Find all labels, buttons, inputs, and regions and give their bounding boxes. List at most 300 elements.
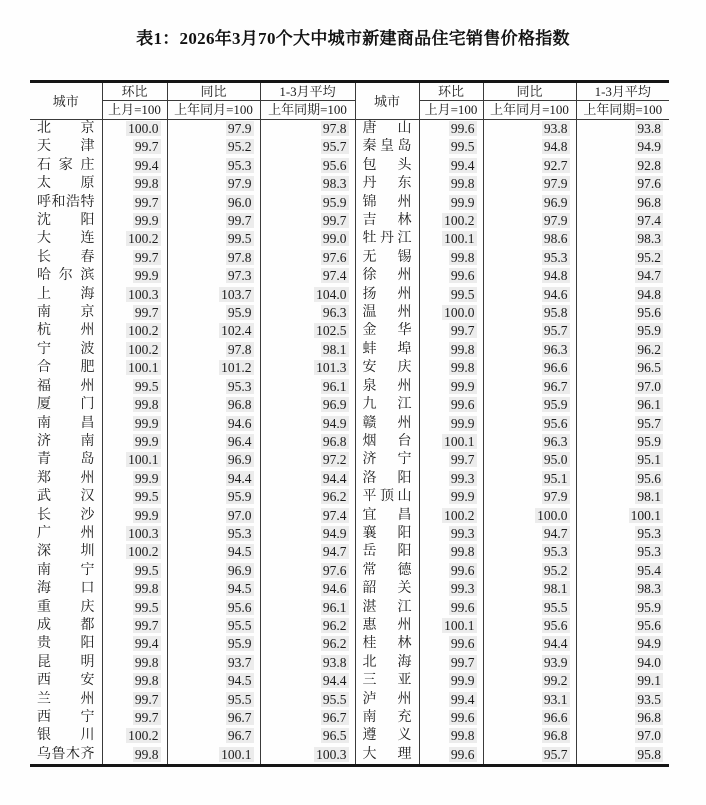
index-value: 96.9 [322,397,347,413]
index-value: 95.3 [543,544,568,560]
col-header-yoy-right: 同比 [483,82,576,101]
table-row [30,488,669,506]
header-row-main [30,82,669,101]
city-cell: 湛江 [355,599,419,617]
city-cell: 济宁 [355,451,419,469]
city-cell: 蚌埠 [355,341,419,359]
index-value: 96.9 [227,562,252,578]
index-value: 99.7 [134,194,159,210]
index-value-cell [483,341,576,359]
table-row [30,709,669,727]
index-value: 94.9 [637,636,661,652]
city-cell: 徐州 [355,267,419,285]
index-value: 94.5 [227,581,252,597]
index-value: 94.9 [322,525,347,541]
table-row [30,672,669,690]
city-cell: 丹东 [355,175,419,193]
index-value: 96.3 [543,341,568,357]
city-cell: 兰州 [37,691,95,707]
index-value: 99.8 [450,728,475,744]
index-value: 95.8 [637,746,661,762]
index-value-cell [260,691,355,709]
index-value-cell [483,322,576,340]
index-value: 96.6 [543,360,568,376]
index-value-cell [576,194,669,212]
index-value: 99.5 [134,562,159,578]
index-value-cell [576,230,669,248]
index-value-cell [260,507,355,525]
index-value: 96.7 [322,710,347,725]
index-value-cell [167,543,260,561]
index-value-cell [260,267,355,285]
index-value: 95.2 [543,562,568,578]
index-value-cell [260,672,355,690]
city-cell: 南昌 [37,415,95,431]
index-value: 95.9 [637,323,661,339]
index-value-cell [167,378,260,396]
table-row [30,562,669,580]
table-row [30,212,669,230]
index-value: 95.7 [637,415,661,431]
index-value: 97.9 [227,176,252,192]
city-cell: 桂林 [355,635,419,653]
index-value: 99.5 [450,139,475,155]
index-value-cell [419,599,483,617]
index-value-cell [102,654,167,672]
table-row [30,580,669,598]
col-header-city-right: 城市 [355,82,419,120]
index-value-cell [102,599,167,617]
index-value-cell [260,249,355,267]
index-value: 97.6 [637,176,661,192]
index-value-cell [483,175,576,193]
index-value-cell [419,470,483,488]
index-value-cell [102,341,167,359]
index-value: 99.5 [227,231,252,247]
index-value-cell [167,709,260,727]
table-row [30,635,669,653]
index-value: 99.9 [450,489,475,505]
index-value: 95.6 [637,305,661,321]
index-value-cell [483,709,576,727]
city-cell: 郑州 [37,470,95,486]
index-value-cell [576,709,669,727]
index-value-cell [167,415,260,433]
index-value-cell [260,359,355,377]
index-value: 98.3 [637,231,661,247]
index-value: 99.7 [134,691,159,707]
table-row [30,525,669,543]
index-value: 94.5 [227,673,252,689]
index-value: 99.7 [450,323,475,339]
index-value-cell [483,635,576,653]
city-cell: 杭州 [37,323,95,339]
index-value-cell [419,194,483,212]
col-subheader-mom-right: 上月=100 [419,101,483,120]
index-value-cell [102,322,167,340]
index-value-cell [167,433,260,451]
city-cell: 广州 [37,525,95,541]
index-value: 99.8 [134,746,159,762]
index-value: 99.6 [450,562,475,578]
index-value-cell [102,138,167,156]
index-value-cell [102,267,167,285]
city-cell: 上海 [37,286,95,302]
index-value: 95.8 [543,305,568,321]
index-value: 96.2 [322,617,347,633]
index-value: 96.7 [227,710,252,725]
index-value: 96.5 [322,728,347,744]
index-value: 95.1 [637,452,661,468]
index-value: 102.4 [221,323,252,339]
city-cell: 南充 [355,709,419,727]
index-value-cell [102,378,167,396]
index-value-cell [260,525,355,543]
index-value-cell [260,654,355,672]
index-value-cell [102,672,167,690]
index-value: 95.5 [227,617,252,633]
index-value-cell [260,562,355,580]
index-value-cell [167,580,260,598]
index-value: 95.6 [543,415,568,431]
index-value: 96.3 [322,305,347,321]
table-row [30,396,669,414]
index-value: 94.9 [637,139,661,155]
index-value: 99.9 [450,378,475,394]
index-value: 99.6 [450,599,475,615]
index-value: 99.6 [450,397,475,413]
index-value-cell [167,654,260,672]
table-row [30,322,669,340]
index-value-cell [483,249,576,267]
index-value-cell [260,212,355,230]
index-value-cell [483,543,576,561]
index-value: 97.6 [322,562,347,578]
city-cell: 乌鲁木齐 [37,746,95,762]
index-value-cell [419,617,483,635]
index-value-cell [102,691,167,709]
table-row [30,451,669,469]
index-value: 95.3 [227,157,252,173]
index-value-cell [260,451,355,469]
index-value: 97.3 [227,268,252,284]
index-value-cell [576,267,669,285]
index-value-cell [483,525,576,543]
index-value-cell [102,286,167,304]
index-value-cell [260,157,355,175]
index-value: 99.5 [134,599,159,615]
index-value: 99.0 [322,231,347,247]
col-subheader-yoy-right: 上年同月=100 [483,101,576,120]
index-value-cell [483,120,576,139]
table-row [30,470,669,488]
table-header [30,82,669,120]
index-value: 95.9 [227,305,252,321]
index-value-cell [167,120,260,139]
index-value-cell [167,230,260,248]
index-value-cell [419,304,483,322]
index-value: 97.9 [543,176,568,192]
index-value-cell [483,267,576,285]
index-value: 95.3 [227,525,252,541]
table-row [30,599,669,617]
index-value: 100.1 [444,617,475,633]
index-value: 98.1 [543,581,568,597]
city-cell: 海口 [37,581,95,597]
index-value-cell [167,138,260,156]
index-value-cell [102,488,167,506]
index-value: 94.7 [543,525,568,541]
index-value: 102.5 [316,323,347,339]
index-value-cell [167,212,260,230]
index-value: 100.1 [444,231,475,247]
index-value: 95.9 [543,397,568,413]
index-value: 94.9 [322,415,347,431]
index-value-cell [419,635,483,653]
table-row [30,249,669,267]
index-value-cell [419,691,483,709]
index-value: 96.8 [637,194,661,210]
index-value-cell [419,562,483,580]
index-value: 98.1 [637,489,661,505]
table-row [30,507,669,525]
index-value-cell [419,322,483,340]
index-value: 99.7 [134,710,159,725]
index-value: 97.0 [637,378,661,394]
index-value: 93.8 [322,654,347,670]
index-value-cell [102,617,167,635]
index-value: 96.2 [322,489,347,505]
index-value: 104.0 [316,286,347,302]
index-value-cell [260,709,355,727]
index-value: 99.7 [134,249,159,265]
index-value: 99.9 [450,194,475,210]
index-value: 100.0 [444,305,475,321]
index-value: 96.5 [637,360,661,376]
index-value: 99.7 [227,213,252,229]
col-header-yoy-left: 同比 [167,82,260,101]
index-value-cell [419,249,483,267]
index-value: 100.1 [128,452,159,468]
index-value: 93.5 [637,691,661,707]
index-value: 99.4 [134,636,159,652]
index-value-cell [167,322,260,340]
index-value: 94.8 [543,268,568,284]
col-header-city-left: 城市 [30,82,102,120]
index-value-cell [167,304,260,322]
index-value-cell [167,267,260,285]
index-value: 99.6 [450,746,475,762]
index-value: 97.0 [637,728,661,744]
city-cell: 南宁 [37,562,95,578]
index-value: 97.8 [227,249,252,265]
index-value: 99.6 [450,636,475,652]
index-value-cell [167,727,260,745]
city-cell: 沈阳 [37,213,95,229]
index-value-cell [102,525,167,543]
col-subheader-avg-left: 上年同期=100 [260,101,355,120]
index-value-cell [167,175,260,193]
index-value-cell [483,580,576,598]
index-value-cell [102,120,167,139]
col-header-avg-left: 1-3月平均 [260,82,355,101]
index-value-cell [576,617,669,635]
city-cell: 金华 [355,322,419,340]
index-value-cell [102,212,167,230]
index-value: 99.5 [450,286,475,302]
index-value: 99.4 [450,157,475,173]
index-value-cell [419,138,483,156]
index-value-cell [576,599,669,617]
index-value: 97.0 [227,507,252,523]
index-value-cell [419,230,483,248]
index-value-cell [483,157,576,175]
index-value-cell [483,470,576,488]
index-value-cell [576,470,669,488]
index-value: 96.1 [637,397,661,413]
index-value: 99.4 [450,691,475,707]
index-value: 93.1 [543,691,568,707]
index-value: 94.4 [543,636,568,652]
index-value-cell [260,396,355,414]
index-value: 95.3 [227,378,252,394]
index-value-cell [419,451,483,469]
index-value-cell [576,322,669,340]
city-cell: 武汉 [37,489,95,505]
city-cell: 大连 [37,231,95,247]
index-value: 94.0 [637,654,661,670]
city-cell: 西安 [37,673,95,689]
index-value: 98.3 [322,176,347,192]
index-value-cell [576,691,669,709]
index-value: 95.7 [543,746,568,762]
table-row [30,654,669,672]
index-value-cell [419,433,483,451]
index-value: 99.6 [450,710,475,725]
index-value-cell [576,433,669,451]
city-cell: 温州 [355,304,419,322]
index-value-cell [576,415,669,433]
city-cell: 泸州 [355,691,419,709]
index-value-cell [260,138,355,156]
index-value-cell [576,378,669,396]
index-value-cell [419,746,483,766]
index-value-cell [167,672,260,690]
city-cell: 无锡 [355,249,419,267]
table-row [30,120,669,139]
index-value-cell [260,635,355,653]
index-value: 100.2 [128,728,159,744]
city-cell: 常德 [355,562,419,580]
city-cell: 厦门 [37,397,95,413]
index-value-cell [419,415,483,433]
table-row [30,194,669,212]
index-value-cell [483,396,576,414]
index-value: 97.8 [322,121,347,136]
index-value-cell [167,691,260,709]
index-value-cell [102,396,167,414]
index-value: 95.7 [543,323,568,339]
index-value-cell [167,599,260,617]
index-value-cell [576,507,669,525]
city-cell: 赣州 [355,415,419,433]
index-value: 94.5 [227,544,252,560]
index-value-cell [576,635,669,653]
index-value: 97.2 [322,452,347,468]
index-value-cell [167,635,260,653]
city-cell: 吉林 [355,212,419,230]
index-value-cell [419,341,483,359]
index-value-cell [260,378,355,396]
index-value-cell [576,249,669,267]
price-index-table [30,80,669,767]
city-cell: 哈尔滨 [37,268,95,284]
city-cell: 昆明 [37,654,95,670]
index-value-cell [576,212,669,230]
index-value: 95.3 [637,525,661,541]
index-value: 99.8 [450,341,475,357]
col-header-avg-right: 1-3月平均 [576,82,669,101]
index-value: 99.8 [450,249,475,265]
index-value: 97.4 [322,268,347,284]
index-value-cell [167,525,260,543]
city-cell: 扬州 [355,286,419,304]
city-cell: 牡丹江 [355,230,419,248]
city-cell: 成都 [37,617,95,633]
index-value-cell [483,451,576,469]
index-value: 100.1 [128,360,159,376]
index-value-cell [419,286,483,304]
index-value: 99.3 [450,525,475,541]
index-value-cell [260,470,355,488]
index-value: 99.9 [450,415,475,431]
index-value: 99.8 [450,544,475,560]
index-value: 93.8 [637,121,661,136]
index-value: 96.6 [543,710,568,725]
index-value: 96.3 [543,433,568,449]
index-value-cell [483,727,576,745]
index-value-cell [419,378,483,396]
index-value-cell [419,157,483,175]
index-value: 100.2 [128,341,159,357]
index-value: 95.0 [543,452,568,468]
city-cell: 宜昌 [355,507,419,525]
col-header-mom-left: 环比 [102,82,167,101]
table-row [30,415,669,433]
city-cell: 石家庄 [37,157,95,173]
index-value: 99.9 [134,507,159,523]
city-cell: 北京 [37,121,95,136]
table-row [30,175,669,193]
index-value: 94.7 [322,544,347,560]
index-value: 99.8 [134,176,159,192]
index-value: 100.2 [128,544,159,560]
index-value-cell [260,746,355,766]
index-value-cell [483,138,576,156]
index-value-cell [483,212,576,230]
index-value: 101.3 [316,360,347,376]
index-value: 94.7 [637,268,661,284]
index-value-cell [102,562,167,580]
index-value-cell [419,488,483,506]
table-row [30,359,669,377]
index-value-cell [419,267,483,285]
index-value: 94.4 [227,470,252,486]
index-value-cell [483,433,576,451]
city-cell: 长春 [37,249,95,265]
index-value: 103.7 [221,286,252,302]
index-value-cell [260,617,355,635]
